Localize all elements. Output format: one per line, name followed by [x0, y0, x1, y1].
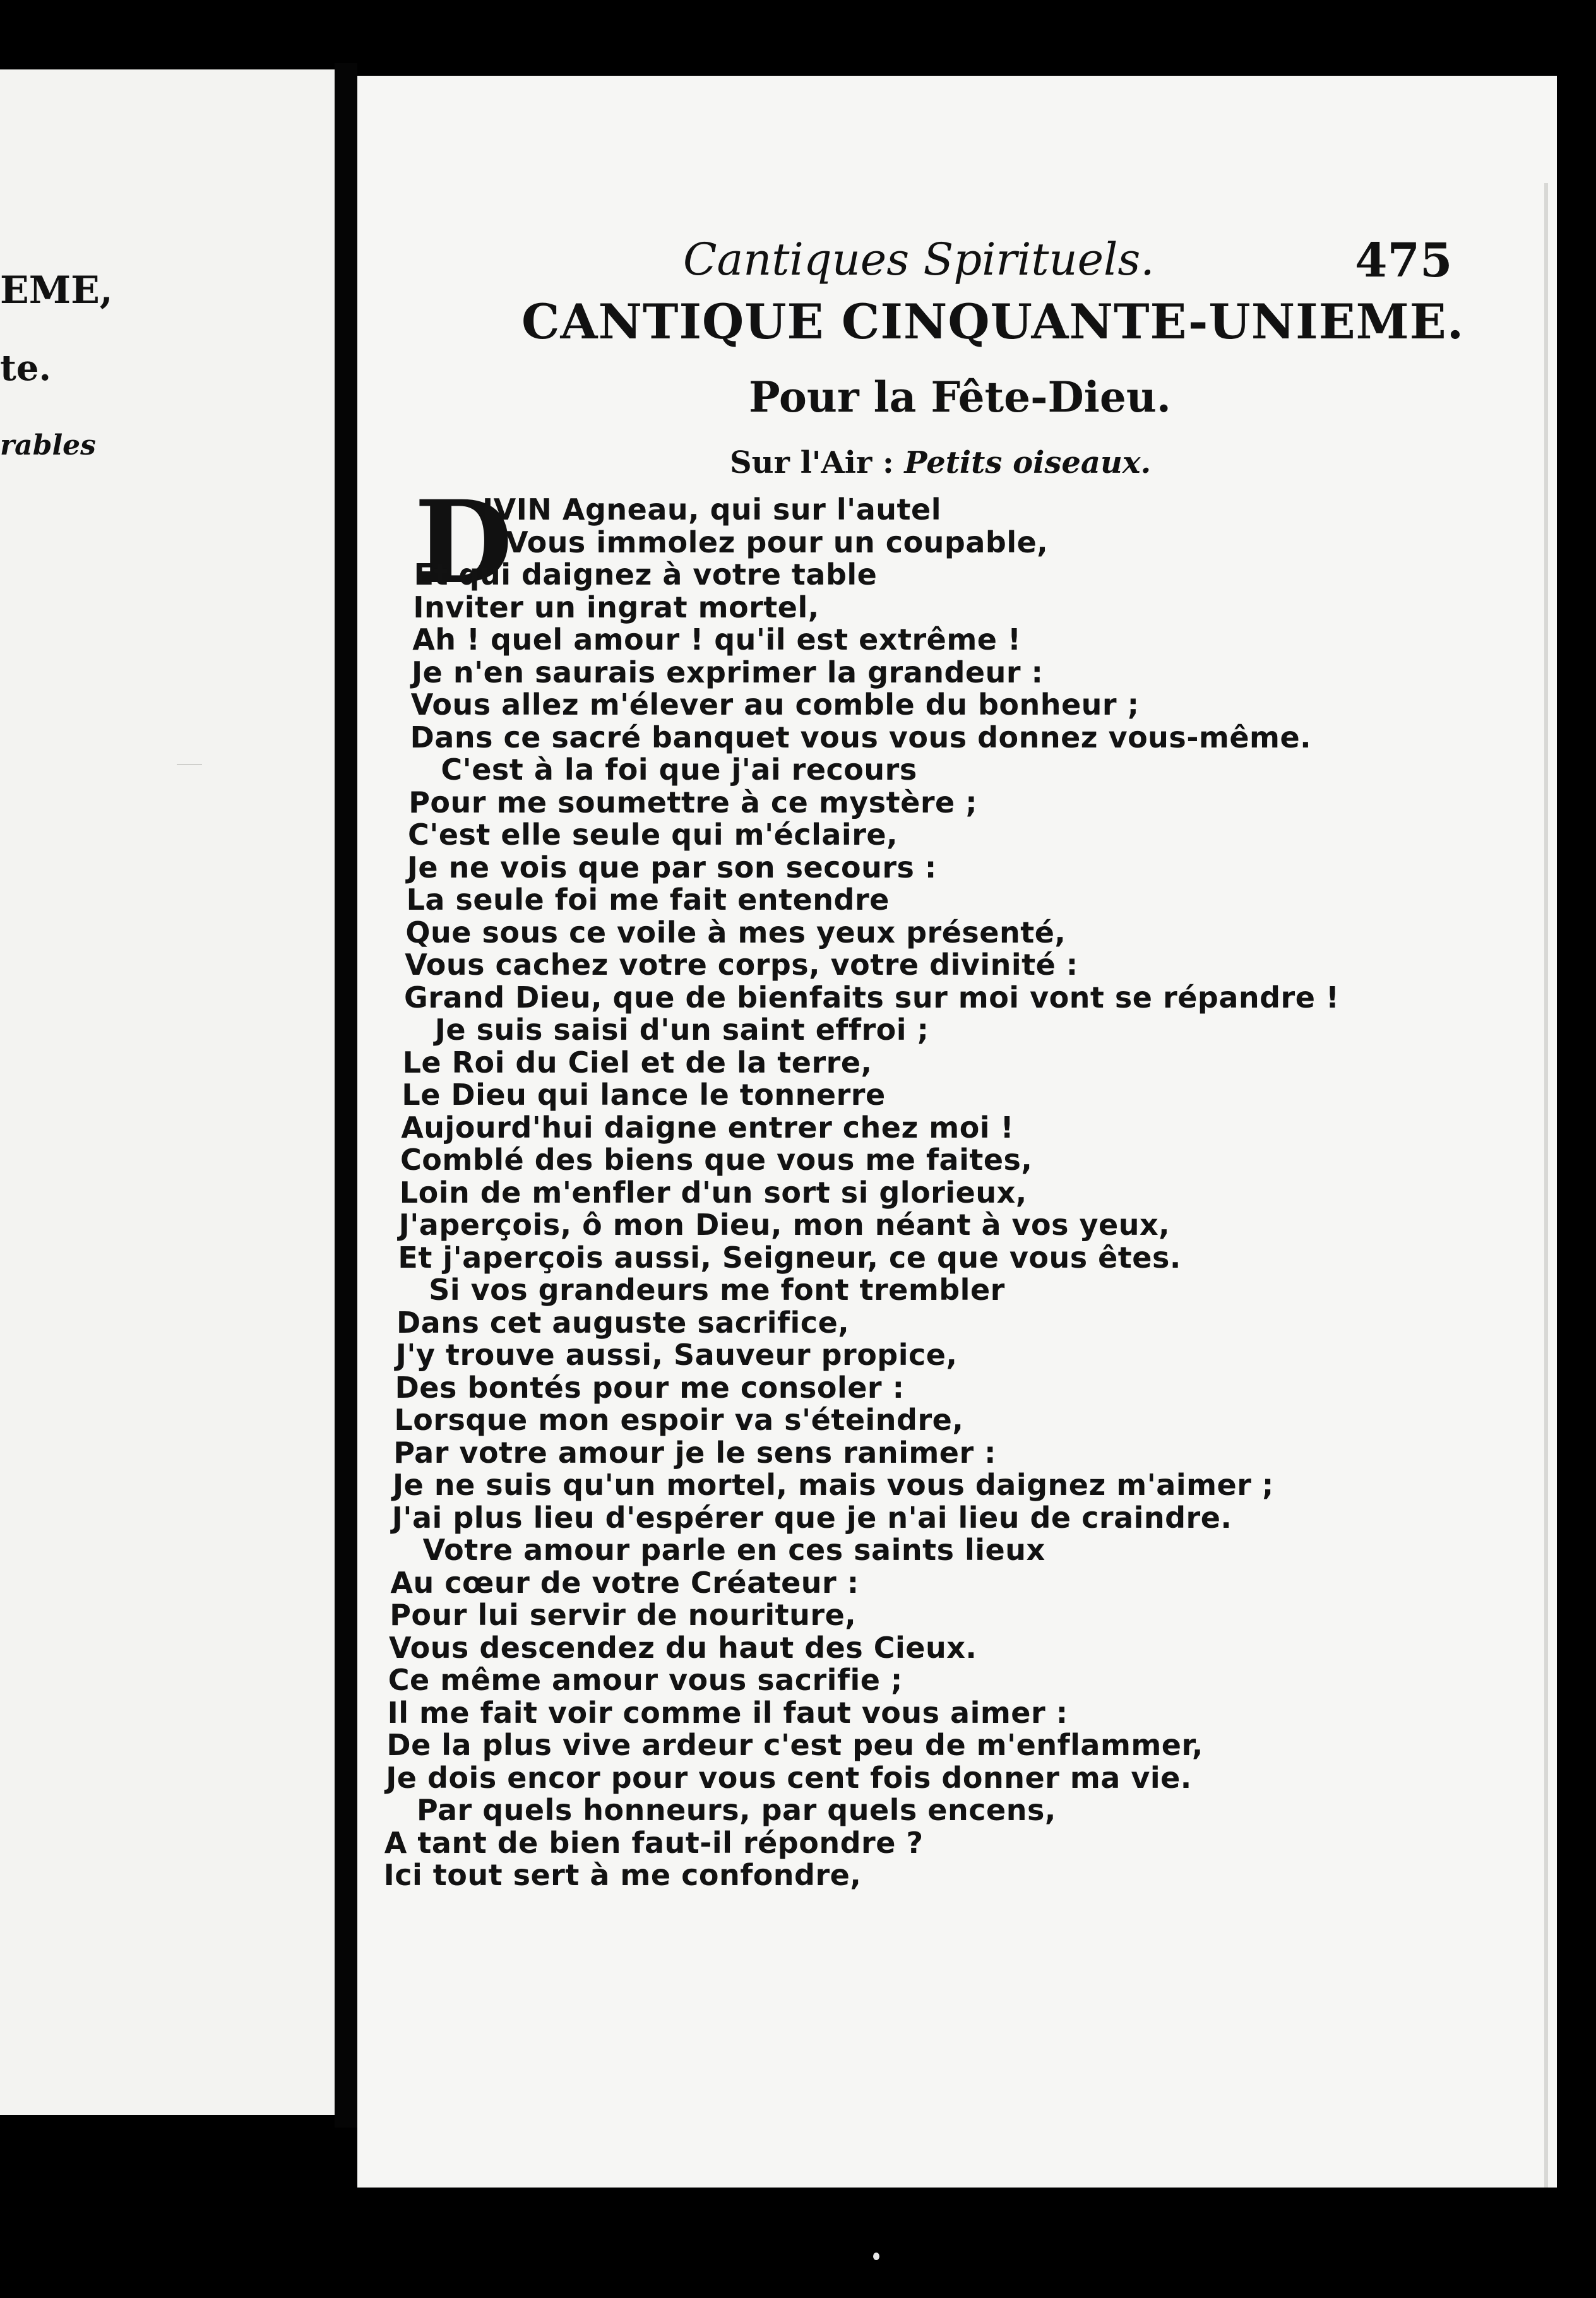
- left-page-fragment-2: te.: [0, 347, 51, 389]
- verse-line: Ce même amour vous sacrifie ;: [388, 1663, 903, 1697]
- verse-line: Pour lui servir de nouriture,: [390, 1598, 857, 1632]
- verse-line: Vous descendez du haut des Cieux.: [389, 1630, 977, 1665]
- verse-line: Si vos grandeurs me font trembler: [429, 1273, 1005, 1307]
- verse-line: Il me fait voir comme il faut vous aimer :: [387, 1695, 1068, 1730]
- verse-line: Le Roi du Ciel et de la terre,: [402, 1045, 872, 1080]
- verse-line: Je ne suis qu'un mortel, mais vous daignez m'aimer ;: [393, 1468, 1274, 1502]
- verse-line: J'aperçois, ô mon Dieu, mon néant à vos yeux,: [398, 1208, 1170, 1242]
- scan-speck: [873, 2253, 879, 2260]
- page-header: [357, 234, 1557, 290]
- left-page-mark: [177, 764, 202, 765]
- verse-line: Aujourd'hui daigne entrer chez moi !: [401, 1110, 1015, 1145]
- verse-line: Et j'aperçois aussi, Seigneur, ce que vous êtes.: [398, 1240, 1181, 1275]
- verse-line: J'ai plus lieu d'espérer que je n'ai lieu de craindre.: [391, 1500, 1232, 1535]
- verse-line: De la plus vive ardeur c'est peu de m'enflammer,: [386, 1728, 1203, 1762]
- verse-line: Ah ! quel amour ! qu'il est extrême !: [412, 622, 1021, 657]
- verse-line: Par quels honneurs, par quels encens,: [417, 1793, 1056, 1827]
- left-page-fragment-3: rables: [0, 429, 96, 461]
- verse-line: Votre amour parle en ces saints lieux: [422, 1533, 1045, 1567]
- verse-line: Loin de m'enfler d'un sort si glorieux,: [399, 1175, 1027, 1210]
- verse-line: Vous immolez pour un coupable,: [506, 525, 1049, 559]
- left-page: [0, 69, 335, 2115]
- verse-line: Vous allez m'élever au comble du bonheur ;: [410, 688, 1140, 722]
- page-number: 475: [1355, 234, 1453, 288]
- air-indication: [730, 445, 1151, 480]
- verse-line: Au cœur de votre Créateur :: [390, 1565, 859, 1600]
- book-gutter: [335, 63, 357, 2128]
- verse-line: IVIN Agneau, qui sur l'autel: [482, 492, 941, 527]
- page-edge: [1544, 183, 1548, 2188]
- cantique-heading: CANTIQUE CINQUANTE-UNIEME.: [521, 294, 1465, 350]
- verse-line: Comblé des biens que vous me faites,: [400, 1143, 1033, 1177]
- verse-line: Inviter un ingrat mortel,: [413, 590, 819, 624]
- verse-line: Que sous ce voile à mes yeux présenté,: [405, 915, 1066, 950]
- verse-line: Des bontés pour me consoler :: [395, 1370, 905, 1405]
- verse-line: Le Dieu qui lance le tonnerre: [402, 1078, 886, 1112]
- drop-capital: D: [414, 476, 513, 609]
- verse-line: A tant de bien faut-il répondre ?: [384, 1825, 924, 1860]
- verse-line: Pour me soumettre à ce mystère ;: [408, 785, 978, 819]
- verse-line: Dans cet auguste sacrifice,: [396, 1305, 850, 1340]
- verse-line: Je dois encor pour vous cent fois donner ma vie.: [386, 1760, 1192, 1795]
- verse-line: Grand Dieu, que de bienfaits sur moi vont se répandre !: [404, 980, 1340, 1015]
- right-page: [357, 76, 1557, 2188]
- verse-line: Lorsque mon espoir va s'éteindre,: [394, 1403, 964, 1437]
- verse-line: Dans ce sacré banquet vous vous donnez vous-même.: [410, 720, 1312, 754]
- verse-line: Je suis saisi d'un saint effroi ;: [434, 1013, 929, 1047]
- verse-line: Et qui daignez à votre table: [414, 557, 878, 592]
- air-tune: Petits oiseaux.: [904, 445, 1152, 480]
- verse-line: Par votre amour je le sens ranimer :: [393, 1435, 997, 1470]
- verse-line: Je ne vois que par son secours :: [407, 850, 937, 884]
- verse-line: J'y trouve aussi, Sauveur propice,: [395, 1338, 958, 1372]
- left-page-fragment-1: EME,: [0, 268, 113, 313]
- verse-line: C'est à la foi que j'ai recours: [441, 753, 917, 787]
- running-title: Cantiques Spirituels.: [683, 234, 1155, 285]
- feast-subheading: Pour la Fête-Dieu.: [749, 372, 1171, 422]
- verse-line: Vous cachez votre corps, votre divinité :: [405, 948, 1078, 982]
- air-label: Sur l'Air :: [730, 445, 894, 480]
- verse-line: C'est elle seule qui m'éclaire,: [408, 818, 898, 852]
- verse-line: La seule foi me fait entendre: [406, 883, 890, 917]
- verse-line: Je n'en saurais exprimer la grandeur :: [412, 655, 1044, 689]
- verse-line: Ici tout sert à me confondre,: [383, 1858, 862, 1892]
